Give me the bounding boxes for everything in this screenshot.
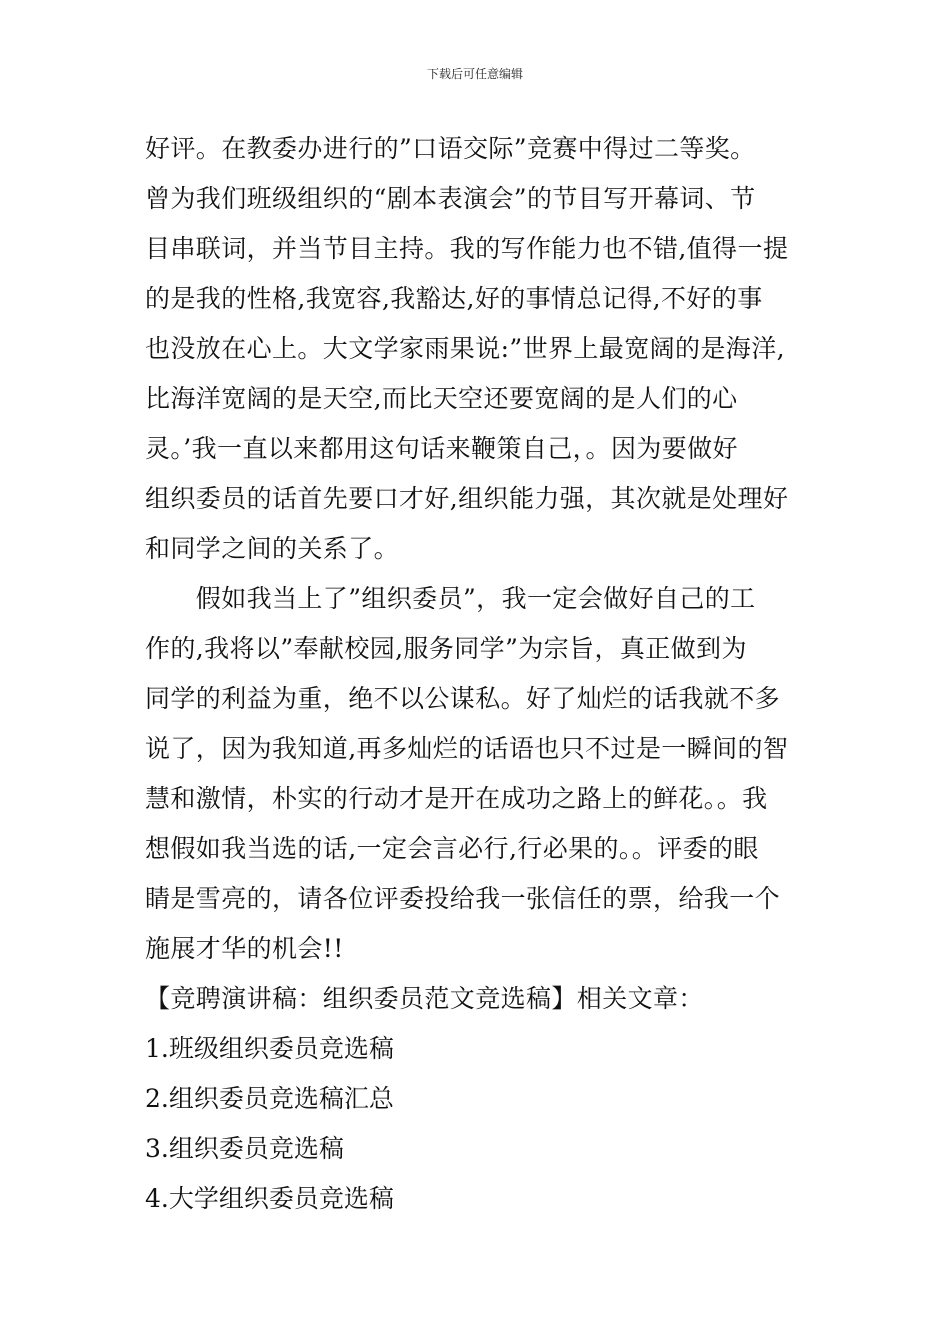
paragraph-1 xyxy=(145,124,810,574)
paragraph-2 xyxy=(145,574,810,974)
text-line: 睛是雪亮的，请各位评委投给我一张信任的票，给我一个 xyxy=(145,884,781,913)
related-article-link[interactable]: 1.班级组织委员竞选稿 xyxy=(145,1034,394,1063)
text-line: 也没放在心上。大文学家雨果说:”世界上最宽阔的是海洋, xyxy=(145,334,785,363)
document-body xyxy=(145,124,810,1224)
related-article-link[interactable]: 2.组织委员竞选稿汇总 xyxy=(145,1084,394,1113)
text-line: 说了，因为我知道,再多灿烂的话语也只不过是一瞬间的智 xyxy=(145,734,789,763)
text-line: 好评。在教委办进行的”口语交际”竞赛中得过二等奖。 xyxy=(145,134,756,163)
text-line: 作的,我将以”奉献校园,服务同学”为宗旨，真正做到为 xyxy=(145,634,747,663)
page-header: 下载后可任意编辑 xyxy=(426,67,523,81)
text-line: 目串联词，并当节目主持。我的写作能力也不错,值得一提 xyxy=(145,234,789,263)
related-article-link[interactable]: 3.组织委员竞选稿 xyxy=(145,1134,344,1163)
text-line: 同学的利益为重，绝不以公谋私。好了灿烂的话我就不多 xyxy=(145,684,781,713)
related-heading: 【竞聘演讲稿：组织委员范文竞选稿】相关文章： xyxy=(145,984,704,1013)
text-line: 组织委员的话首先要口才好,组织能力强，其次就是处理好 xyxy=(145,484,789,513)
related-article-link[interactable]: 4.大学组织委员竞选稿 xyxy=(145,1184,394,1213)
text-line: 想假如我当选的话,一定会言必行,行必果的。。评委的眼 xyxy=(145,834,759,863)
text-line: 的是我的性格,我宽容,我豁达,好的事情总记得,不好的事 xyxy=(145,284,763,313)
text-line: 灵。’我一直以来都用这句话来鞭策自己，。因为要做好 xyxy=(145,434,738,463)
text-line: 和同学之间的关系了。 xyxy=(145,534,400,563)
related-articles xyxy=(145,974,810,1224)
text-line: 假如我当上了”组织委员”，我一定会做好自己的工 xyxy=(145,584,756,613)
text-line: 曾为我们班级组织的“剧本表演会”的节目写开幕词、节 xyxy=(145,184,756,213)
text-line: 比海洋宽阔的是天空,而比天空还要宽阔的是人们的心 xyxy=(145,384,738,413)
text-line: 慧和激情，朴实的行动才是开在成功之路上的鲜花。。我 xyxy=(145,784,768,813)
text-line: 施展才华的机会!! xyxy=(145,934,344,963)
